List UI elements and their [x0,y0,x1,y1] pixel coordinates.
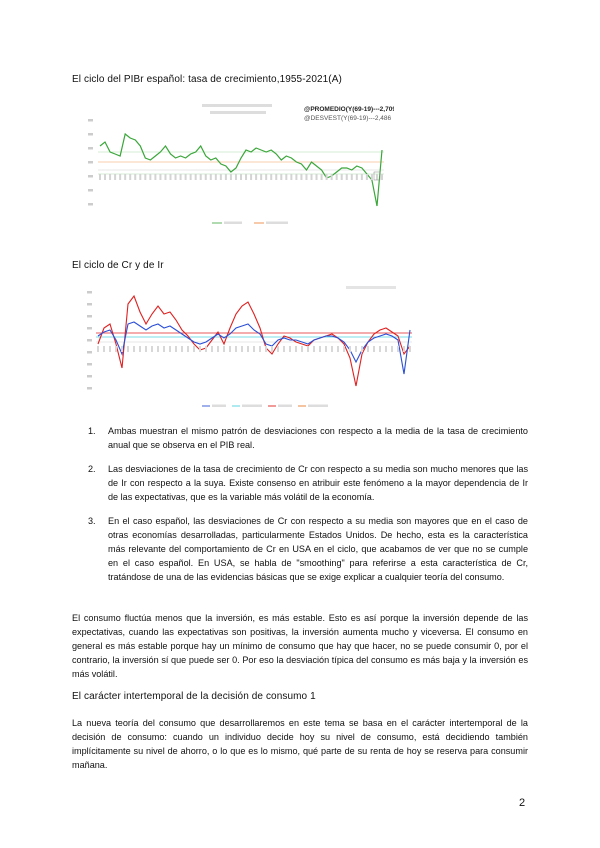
chart2-xtick-blur [217,346,219,352]
chart1-xtick-blur [230,174,232,180]
chart1-xtick-blur [164,174,166,180]
chart1-xtick-blur [265,174,267,180]
chart2-xtick-blur [277,346,279,352]
chart2-legend-label-ir-mean [308,405,328,408]
section-heading-cr-ir: El ciclo de Cr y de Ir [72,260,164,271]
list-item-text: Las desviaciones de la tasa de crecimiento de Cr con respecto a su media son mucho menores que las de Ir con respecto a la suya. Existe consenso en atribuir este fenómeno a la mayor dependencia de Ir de las expectativas, que es la variable más volátil de la economía. [108,464,528,502]
chart2-xtick-blur [409,346,411,352]
chart1-xtick-blur [356,174,358,180]
chart1-xtick-blur [300,174,302,180]
chart2-xtick-blur [295,346,297,352]
chart2-xtick-blur [205,346,207,352]
chart1-xtick-blur [195,174,197,180]
chart1-xtick-blur [361,174,363,180]
chart1-xtick-blur [321,174,323,180]
list-item-number: 2. [88,464,96,474]
chart1-xtick-blur [260,174,262,180]
chart2-xtick-blur [265,346,267,352]
chart1-xtick-blur [295,174,297,180]
chart2-xtick-blur [235,346,237,352]
chart2-ytick-blur [87,315,92,318]
chart1-xtick-blur [376,174,378,180]
chart2-xtick-blur [259,346,261,352]
list-item-text: Ambas muestran el mismo patrón de desviaciones con respecto a la media de la tasa de crecimiento anual que se observa en el PIB real. [108,426,528,450]
list-item-number: 1. [88,426,96,436]
chart1-xtick-blur [170,174,172,180]
chart2-xtick-blur [181,346,183,352]
section-heading-pib: El ciclo del PIBr español: tasa de crecimiento,1955-2021(A) [72,74,342,85]
list-item [88,462,528,504]
chart1-xtick-blur [371,174,373,180]
chart1-legend-label-2 [266,222,288,225]
chart2-xtick-blur [385,346,387,352]
pib-growth-chart-svg [84,98,394,228]
intertemporal-paragraph: La nueva teoría del consumo que desarrollaremos en este tema se basa en el carácter intertemporal de la decisión de consumo: cuando un individuo decide hoy su nivel de consumo, está decidiendo también implícitamente su nivel de ahorro, o lo que es lo mismo, qué parte de su renta de hoy se reserva para consumir mañana. [72,718,528,770]
chart1-std-annotation: @DESVEST(Y(69-19)---2,486 [304,115,392,122]
chart2-xtick-blur [163,346,165,352]
chart1-xtick-blur [331,174,333,180]
chart1-xtick-blur [346,174,348,180]
chart1-xtick-blur [366,174,368,180]
chart2-xtick-blur [325,346,327,352]
chart1-xtick-blur [175,174,177,180]
chart2-xtick-blur [169,346,171,352]
chart2-legend-label-ir [278,405,292,408]
chart1-xtick-blur [104,174,106,180]
page-number: 2 [519,797,526,809]
chart2-legend-label-cr [212,405,226,408]
chart1-xtick-blur [240,174,242,180]
chart2-ytick-blur [87,291,92,294]
chart1-xtick-blur [114,174,116,180]
chart2-xtick-blur [145,346,147,352]
chart2-xtick-blur [307,346,309,352]
chart1-xtick-blur [326,174,328,180]
chart1-xtick-blur [290,174,292,180]
chart1-xtick-blur [109,174,111,180]
chart2-ytick-blur [87,327,92,330]
chart2-xtick-blur [175,346,177,352]
chart2-xtick-blur [103,346,105,352]
chart2-xtick-blur [289,346,291,352]
chart1-legend-label-1 [224,222,242,225]
cr-ir-cycle-chart [84,284,419,414]
chart1-xtick-blur [311,174,313,180]
chart1-xtick-blur [255,174,257,180]
chart2-xtick-blur [271,346,273,352]
chart1-ytick-blur [88,119,93,122]
chart2-legend-label-cr-mean [242,405,262,408]
chart1-xtick-blur [159,174,161,180]
chart2-xtick-blur [349,346,351,352]
observations-list [88,424,528,594]
chart1-xtick-blur [220,174,222,180]
chart2-xtick-blur [241,346,243,352]
chart1-xtick-blur [235,174,237,180]
chart1-xtick-blur [210,174,212,180]
chart2-ytick-blur [87,351,92,354]
chart2-xtick-blur [337,346,339,352]
chart1-ytick-blur [88,133,93,136]
pib-growth-chart [84,98,394,228]
list-item-text: En el caso español, las desviaciones de Cr con respecto a su media son mayores que en el caso de otras economías desarrolladas, particularmente Estados Unidos. De hecho, esta es la característica más relevante del comportamiento de Cr en USA en el ciclo, que acabamos de ver que no se cumple en el caso español. En USA, se habla de "smoothing" para referirse a esta característica de Cr, tratándose de una de las evidencias básicas que se exige explicar a cualquier teoría del consumo. [108,516,528,582]
chart2-xtick-blur [403,346,405,352]
chart2-xtick-blur [157,346,159,352]
chart1-ytick-blur [88,161,93,164]
chart2-xtick-blur [115,346,117,352]
chart1-subtitle-blur [210,111,266,114]
chart2-xtick-blur [355,346,357,352]
chart1-xtick-blur [205,174,207,180]
chart1-xtick-blur [124,174,126,180]
chart2-xtick-blur [331,346,333,352]
chart2-xtick-blur [121,346,123,352]
chart1-xtick-blur [119,174,121,180]
chart2-xtick-blur [109,346,111,352]
chart1-xtick-blur [285,174,287,180]
chart2-ytick-blur [87,375,92,378]
cr-ir-cycle-chart-svg [84,284,419,414]
chart1-xtick-blur [250,174,252,180]
chart1-xtick-blur [381,174,383,180]
chart2-xtick-blur [283,346,285,352]
chart1-xtick-blur [185,174,187,180]
chart1-xtick-blur [225,174,227,180]
chart1-xtick-blur [280,174,282,180]
chart2-ytick-blur [87,363,92,366]
consumption-stability-paragraph: El consumo fluctúa menos que la inversión, es más estable. Esto es así porque la inversión depende de las expectativas, cuando las expectativas son positivas, la inversión aumenta mucho y viceversa. El consumo en general es más estable porque hay un mínimo de consumo que hay que hacer, no se puede consumir 0, por el contrario, la inversión sí que puede ser 0. Por eso la desviación típica del consumo es más baja y la inversión es más volátil. [72,613,528,679]
chart1-xtick-blur [336,174,338,180]
chart1-xtick-blur [341,174,343,180]
chart1-xtick-blur [316,174,318,180]
chart1-xtick-blur [129,174,131,180]
chart1-xtick-blur [245,174,247,180]
chart2-ytick-blur [87,303,92,306]
list-item [88,514,528,584]
section-heading-intertemporal: El carácter intertemporal de la decisión de consumo 1 [72,691,316,702]
chart2-xtick-blur [373,346,375,352]
chart1-xtick-blur [149,174,151,180]
list-item-number: 3. [88,516,96,526]
chart1-ytick-blur [88,189,93,192]
chart2-xtick-blur [397,346,399,352]
chart1-ytick-blur [88,175,93,178]
chart2-xtick-blur [97,346,99,352]
chart1-xtick-blur [215,174,217,180]
chart2-xtick-blur [193,346,195,352]
chart2-xtick-blur [139,346,141,352]
chart1-xtick-blur [275,174,277,180]
chart2-xtick-blur [223,346,225,352]
chart2-xtick-blur [319,346,321,352]
chart2-ytick-blur [87,387,92,390]
chart2-xtick-blur [313,346,315,352]
chart2-title-blur [346,286,396,289]
chart2-xtick-blur [379,346,381,352]
chart2-xtick-blur [361,346,363,352]
chart1-xtick-blur [154,174,156,180]
chart1-xtick-blur [139,174,141,180]
chart1-xtick-blur [305,174,307,180]
chart2-xtick-blur [199,346,201,352]
chart2-xtick-blur [367,346,369,352]
chart1-xtick-blur [190,174,192,180]
chart2-xtick-blur [301,346,303,352]
chart2-xtick-blur [127,346,129,352]
chart2-xtick-blur [151,346,153,352]
chart1-xtick-blur [180,174,182,180]
chart1-xtick-blur [351,174,353,180]
chart1-xtick-blur [144,174,146,180]
chart1-title-blur [202,104,272,107]
chart2-xtick-blur [229,346,231,352]
chart2-xtick-blur [391,346,393,352]
chart1-ytick-blur [88,147,93,150]
list-item [88,424,528,452]
chart2-xtick-blur [211,346,213,352]
chart2-xtick-blur [247,346,249,352]
chart1-xtick-blur [99,174,101,180]
chart2-xtick-blur [133,346,135,352]
chart2-xtick-blur [253,346,255,352]
chart1-xtick-blur [200,174,202,180]
chart2-xtick-blur [343,346,345,352]
chart2-xtick-blur [187,346,189,352]
chart2-ir-line [98,296,410,386]
chart2-ytick-blur [87,339,92,342]
chart1-mean-annotation: @PROMEDIO(Y(69-19)---2,709 [304,106,394,113]
chart1-ytick-blur [88,203,93,206]
chart1-xtick-blur [270,174,272,180]
chart1-xtick-blur [134,174,136,180]
